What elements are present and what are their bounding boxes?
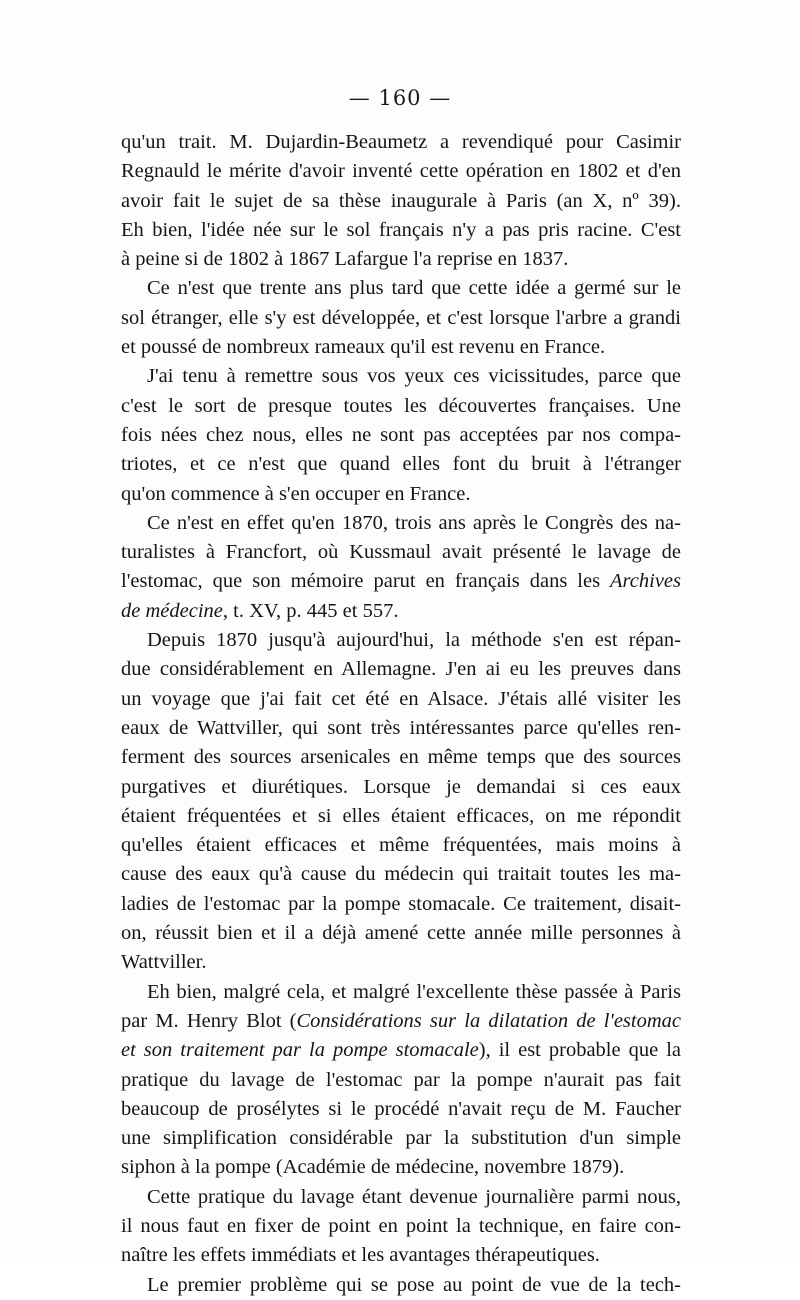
- text-line: eaux de Wattviller, qui sont très intéressantes parce qu'elles ren-: [121, 716, 681, 739]
- text-run: par M. Henry Blot (: [121, 1009, 297, 1032]
- text-line: Wattviller.: [121, 951, 207, 974]
- text-line: Ce n'est que trente ans plus tard que cette idée a germé sur le: [147, 277, 681, 300]
- italic-title: et son traitement par la pompe stomacale: [121, 1039, 479, 1062]
- text-line: une simplification considérable par la substitution d'un simple: [121, 1127, 681, 1150]
- text-line: étaient fréquentées et si elles étaient efficaces, on me répondit: [121, 804, 681, 827]
- text-line: Cette pratique du lavage étant devenue journalière parmi nous,: [147, 1185, 681, 1208]
- text-line: un voyage que j'ai fait cet été en Alsace. J'étais allé visiter les: [121, 687, 681, 710]
- italic-title: de médecine: [121, 599, 223, 622]
- text-line: Eh bien, l'idée née sur le sol français n'y a pas pris racine. C'est: [121, 218, 681, 241]
- text-line: [121, 597, 681, 626]
- text-line: Le premier problème qui se pose au point de vue de la tech-: [147, 1273, 681, 1296]
- text-line: turalistes à Francfort, où Kussmaul avait présenté le lavage de: [121, 541, 681, 564]
- text-line: [121, 1036, 681, 1065]
- text-line: c'est le sort de presque toutes les découvertes françaises. Une: [121, 394, 681, 417]
- text-line: triotes, et ce n'est que quand elles font du bruit à l'étranger: [121, 453, 681, 476]
- body-text: [121, 128, 681, 1300]
- text-line: à peine si de 1802 à 1867 Lafargue l'a reprise en 1837.: [121, 248, 569, 271]
- text-line: [121, 567, 681, 596]
- text-line: purgatives et diurétiques. Lorsque je demandai si ces eaux: [121, 775, 681, 798]
- text-line: Depuis 1870 jusqu'à aujourd'hui, la méthode s'en est répan-: [147, 629, 681, 652]
- text-line: naître les effets immédiats et les avantages thérapeutiques.: [121, 1244, 600, 1267]
- text-line: pratique du lavage de l'estomac par la pompe n'aurait pas fait: [121, 1068, 681, 1091]
- text-line: avoir fait le sujet de sa thèse inaugurale à Paris (an X, nº 39).: [121, 189, 681, 212]
- text-line: J'ai tenu à remettre sous vos yeux ces vicissitudes, parce que: [147, 365, 681, 388]
- text-line: beaucoup de prosélytes si le procédé n'avait reçu de M. Faucher: [121, 1097, 681, 1120]
- text-line: ferment des sources arsenicales en même temps que des sources: [121, 746, 681, 769]
- text-line: due considérablement en Allemagne. J'en ai eu les preuves dans: [121, 658, 681, 681]
- text-line: Regnauld le mérite d'avoir inventé cette opération en 1802 et d'en: [121, 160, 681, 183]
- text-line: et poussé de nombreux rameaux qu'il est revenu en France.: [121, 336, 606, 359]
- text-line: siphon à la pompe (Académie de médecine, novembre 1879).: [121, 1156, 625, 1179]
- text-line: [121, 1007, 681, 1036]
- text-line: ladies de l'estomac par la pompe stomacale. Ce traitement, disait-: [121, 892, 681, 915]
- text-line: Ce n'est en effet qu'en 1870, trois ans après le Congrès des na-: [147, 511, 681, 534]
- text-run: ), il est probable que la: [478, 1039, 681, 1062]
- text-line: Eh bien, malgré cela, et malgré l'excellente thèse passée à Paris: [147, 980, 681, 1003]
- text-line: fois nées chez nous, elles ne sont pas acceptées par nos compa-: [121, 423, 681, 446]
- text-line: on, réussit bien et il a déjà amené cette année mille personnes à: [121, 922, 681, 945]
- text-run: , t. XV, p. 445 et 557.: [222, 599, 399, 622]
- text-line: qu'elles étaient efficaces et même fréquentées, mais moins à: [121, 834, 681, 857]
- text-line: cause des eaux qu'à cause du médecin qui traitait toutes les ma-: [121, 863, 681, 886]
- italic-title: Archives: [610, 570, 681, 593]
- text-line: qu'on commence à s'en occuper en France.: [121, 482, 471, 505]
- page-number: — 160 —: [348, 86, 452, 110]
- text-line: qu'un trait. M. Dujardin-Beaumetz a revendiqué pour Casimir: [121, 131, 681, 153]
- italic-title: Considérations sur la dilatation de l'estomac: [296, 1009, 681, 1032]
- text-line: sol étranger, elle s'y est développée, et c'est lorsque l'arbre a grandi: [121, 306, 681, 329]
- text-line: il nous faut en fixer de point en point la technique, en faire con-: [121, 1214, 681, 1237]
- text-run: l'estomac, que son mémoire parut en français dans les: [121, 570, 611, 593]
